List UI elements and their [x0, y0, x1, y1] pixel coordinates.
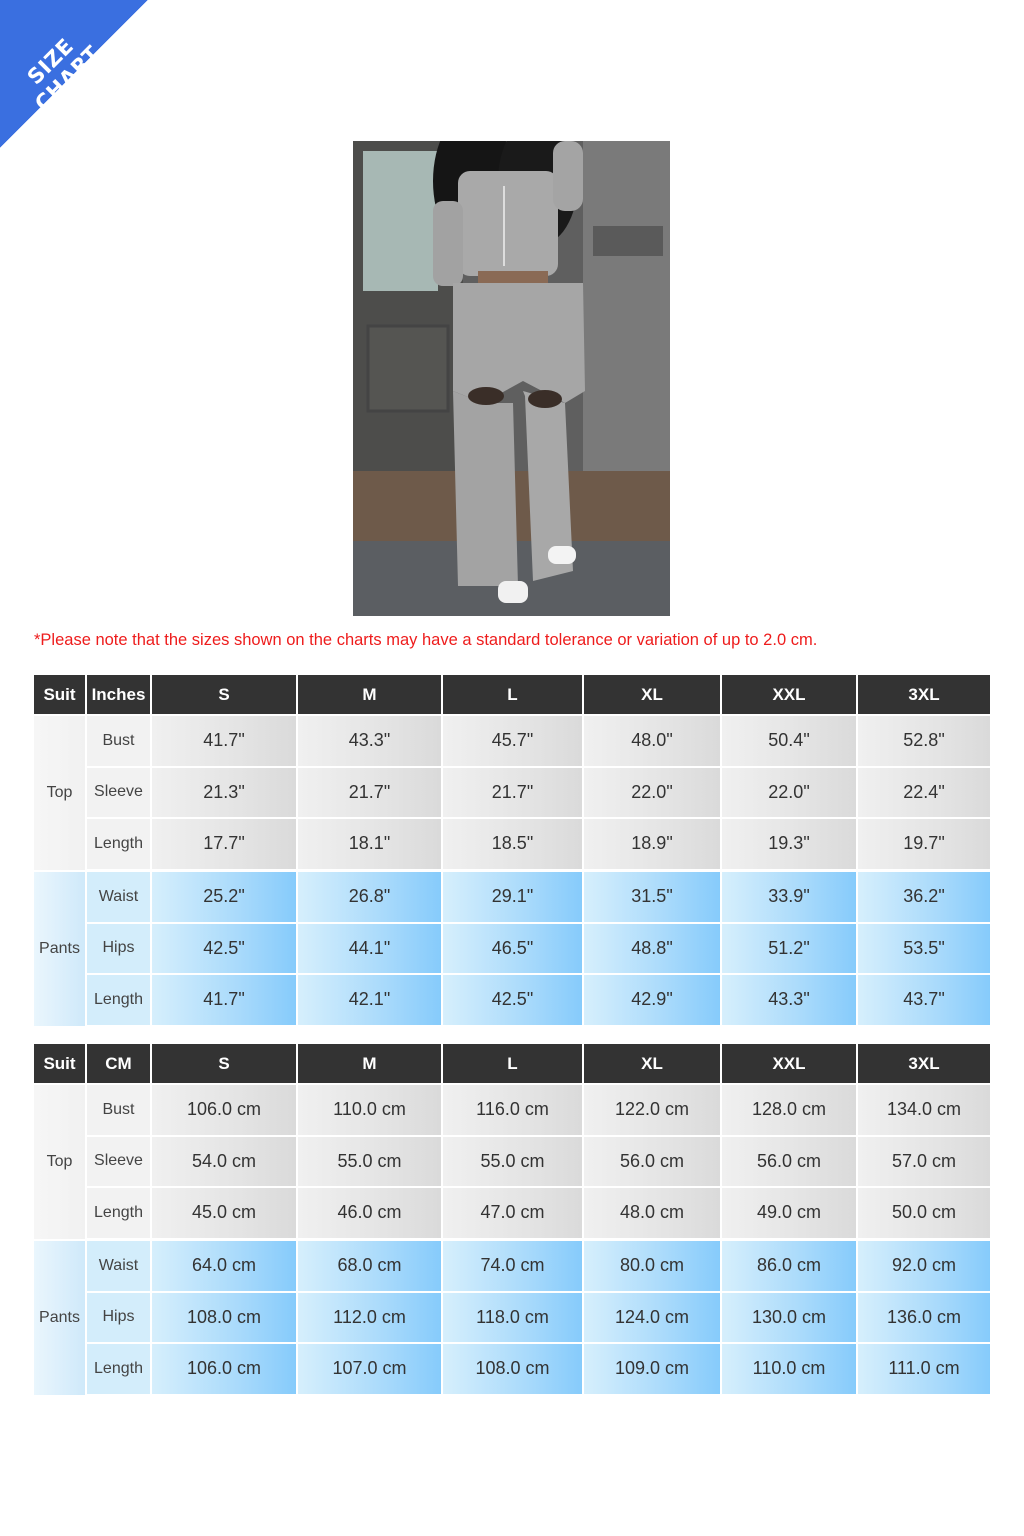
- header-size-xl: XL: [584, 1044, 720, 1083]
- value-cell: 92.0 cm: [858, 1241, 990, 1291]
- value-cell: 51.2": [722, 924, 856, 974]
- value-cell: 42.1": [298, 975, 441, 1025]
- value-cell: 42.9": [584, 975, 720, 1025]
- value-cell: 43.3": [722, 975, 856, 1025]
- inches-size-table: [34, 675, 990, 1027]
- value-cell: 22.0": [584, 768, 720, 818]
- value-cell: 52.8": [858, 716, 990, 766]
- value-cell: 18.9": [584, 819, 720, 869]
- product-photo-illustration: [353, 141, 670, 616]
- measure-label: Sleeve: [87, 768, 150, 818]
- measure-label: Waist: [87, 1241, 150, 1291]
- value-cell: 122.0 cm: [584, 1085, 720, 1135]
- value-cell: 50.0 cm: [858, 1188, 990, 1238]
- header-size-3xl: 3XL: [858, 675, 990, 714]
- measure-label: Waist: [87, 872, 150, 922]
- table-header-row: [34, 675, 990, 714]
- value-cell: 44.1": [298, 924, 441, 974]
- value-cell: 48.8": [584, 924, 720, 974]
- value-cell: 42.5": [443, 975, 582, 1025]
- header-size-s: S: [152, 675, 296, 714]
- value-cell: 46.0 cm: [298, 1188, 441, 1238]
- value-cell: 116.0 cm: [443, 1085, 582, 1135]
- value-cell: 18.1": [298, 819, 441, 869]
- value-cell: 42.5": [152, 924, 296, 974]
- value-cell: 21.7": [443, 768, 582, 818]
- value-cell: 134.0 cm: [858, 1085, 990, 1135]
- value-cell: 22.0": [722, 768, 856, 818]
- value-cell: 54.0 cm: [152, 1137, 296, 1187]
- value-cell: 31.5": [584, 872, 720, 922]
- value-cell: 68.0 cm: [298, 1241, 441, 1291]
- value-cell: 55.0 cm: [443, 1137, 582, 1187]
- value-cell: 110.0 cm: [298, 1085, 441, 1135]
- value-cell: 108.0 cm: [443, 1344, 582, 1394]
- value-cell: 41.7": [152, 716, 296, 766]
- product-photo: [353, 141, 670, 616]
- top-group: [34, 716, 990, 872]
- value-cell: 21.7": [298, 768, 441, 818]
- header-size-m: M: [298, 1044, 441, 1083]
- group-label-top: Top: [34, 1085, 85, 1239]
- header-suit: Suit: [34, 1044, 85, 1083]
- table-row: [87, 1188, 990, 1240]
- table-header-row: [34, 1044, 990, 1083]
- value-cell: 108.0 cm: [152, 1293, 296, 1343]
- value-cell: 46.5": [443, 924, 582, 974]
- group-label-pants: Pants: [34, 1241, 85, 1395]
- value-cell: 110.0 cm: [722, 1344, 856, 1394]
- value-cell: 53.5": [858, 924, 990, 974]
- value-cell: 43.7": [858, 975, 990, 1025]
- value-cell: 80.0 cm: [584, 1241, 720, 1291]
- value-cell: 56.0 cm: [584, 1137, 720, 1187]
- value-cell: 43.3": [298, 716, 441, 766]
- table-row: [87, 1137, 990, 1189]
- table-row: [87, 1241, 990, 1293]
- table-row: [87, 716, 990, 768]
- value-cell: 49.0 cm: [722, 1188, 856, 1238]
- value-cell: 47.0 cm: [443, 1188, 582, 1238]
- table-row: [87, 1293, 990, 1345]
- value-cell: 55.0 cm: [298, 1137, 441, 1187]
- table-row: [87, 924, 990, 976]
- header-size-l: L: [443, 1044, 582, 1083]
- measure-label: Length: [87, 1188, 150, 1238]
- table-row: [87, 872, 990, 924]
- measure-label: Length: [87, 1344, 150, 1394]
- value-cell: 124.0 cm: [584, 1293, 720, 1343]
- value-cell: 57.0 cm: [858, 1137, 990, 1187]
- value-cell: 36.2": [858, 872, 990, 922]
- table-row: [87, 768, 990, 820]
- size-tolerance-note: *Please note that the sizes shown on the charts may have a standard tolerance or variation of up to 2.0 cm.: [34, 631, 818, 649]
- header-unit: Inches: [87, 675, 150, 714]
- value-cell: 25.2": [152, 872, 296, 922]
- table-row: [87, 1344, 990, 1396]
- value-cell: 45.0 cm: [152, 1188, 296, 1238]
- value-cell: 111.0 cm: [858, 1344, 990, 1394]
- value-cell: 19.3": [722, 819, 856, 869]
- measure-label: Length: [87, 975, 150, 1025]
- value-cell: 109.0 cm: [584, 1344, 720, 1394]
- value-cell: 21.3": [152, 768, 296, 818]
- value-cell: 50.4": [722, 716, 856, 766]
- header-size-xxl: XXL: [722, 675, 856, 714]
- size-chart-badge: [0, 0, 148, 148]
- value-cell: 118.0 cm: [443, 1293, 582, 1343]
- value-cell: 41.7": [152, 975, 296, 1025]
- value-cell: 48.0 cm: [584, 1188, 720, 1238]
- value-cell: 128.0 cm: [722, 1085, 856, 1135]
- pants-group: [34, 1241, 990, 1396]
- header-size-m: M: [298, 675, 441, 714]
- pants-group: [34, 872, 990, 1027]
- header-size-3xl: 3XL: [858, 1044, 990, 1083]
- value-cell: 45.7": [443, 716, 582, 766]
- value-cell: 33.9": [722, 872, 856, 922]
- value-cell: 18.5": [443, 819, 582, 869]
- value-cell: 26.8": [298, 872, 441, 922]
- header-size-l: L: [443, 675, 582, 714]
- table-row: [87, 975, 990, 1027]
- table-row: [87, 819, 990, 871]
- value-cell: 130.0 cm: [722, 1293, 856, 1343]
- header-size-xxl: XXL: [722, 1044, 856, 1083]
- measure-label: Bust: [87, 716, 150, 766]
- value-cell: 19.7": [858, 819, 990, 869]
- measure-label: Length: [87, 819, 150, 869]
- measure-label: Hips: [87, 1293, 150, 1343]
- table-row: [87, 1085, 990, 1137]
- group-label-pants: Pants: [34, 872, 85, 1026]
- value-cell: 112.0 cm: [298, 1293, 441, 1343]
- value-cell: 74.0 cm: [443, 1241, 582, 1291]
- measure-label: Hips: [87, 924, 150, 974]
- header-size-xl: XL: [584, 675, 720, 714]
- cm-size-table: [34, 1044, 990, 1396]
- header-suit: Suit: [34, 675, 85, 714]
- value-cell: 29.1": [443, 872, 582, 922]
- size-chart-badge-label: SIZE CHART: [22, 33, 105, 116]
- value-cell: 56.0 cm: [722, 1137, 856, 1187]
- top-group: [34, 1085, 990, 1241]
- measure-label: Bust: [87, 1085, 150, 1135]
- value-cell: 136.0 cm: [858, 1293, 990, 1343]
- value-cell: 106.0 cm: [152, 1085, 296, 1135]
- value-cell: 17.7": [152, 819, 296, 869]
- value-cell: 86.0 cm: [722, 1241, 856, 1291]
- group-label-top: Top: [34, 716, 85, 870]
- value-cell: 48.0": [584, 716, 720, 766]
- value-cell: 106.0 cm: [152, 1344, 296, 1394]
- header-unit: CM: [87, 1044, 150, 1083]
- value-cell: 22.4": [858, 768, 990, 818]
- value-cell: 64.0 cm: [152, 1241, 296, 1291]
- header-size-s: S: [152, 1044, 296, 1083]
- measure-label: Sleeve: [87, 1137, 150, 1187]
- value-cell: 107.0 cm: [298, 1344, 441, 1394]
